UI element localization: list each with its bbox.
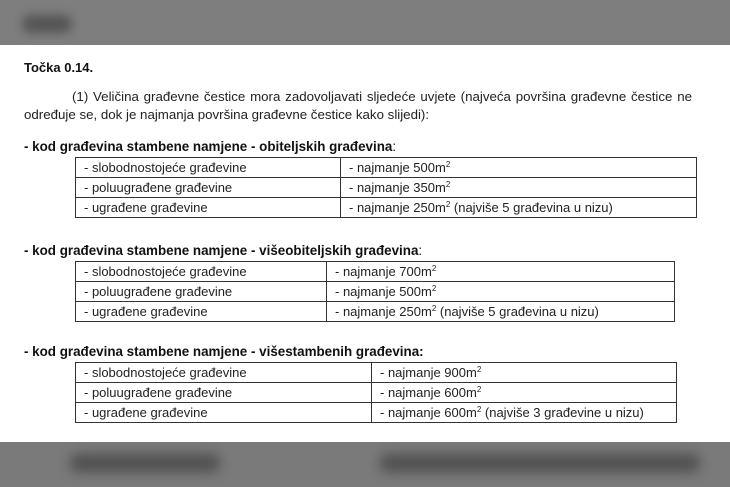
table-row	[76, 383, 677, 403]
superscript: 2	[445, 179, 451, 189]
requirements-table-visestambene	[75, 362, 677, 423]
min-area-note: (najviše 3 građevine u nizu)	[481, 404, 644, 420]
superscript: 2	[476, 404, 482, 414]
min-area-value: - najmanje 600m	[380, 384, 477, 400]
table-row	[76, 403, 677, 423]
blurred-top-band	[0, 0, 730, 45]
min-area-cell	[327, 302, 675, 322]
requirements-table-obiteljske	[75, 157, 697, 218]
blurred-footer-text	[70, 454, 220, 472]
building-type-cell: - poluugrađene građevine	[76, 383, 372, 403]
building-type-cell: - slobodnostojeće građevine	[76, 363, 372, 383]
superscript: 2	[431, 303, 437, 313]
document-page	[0, 45, 730, 442]
min-area-value: - najmanje 250m	[335, 303, 432, 319]
min-area-cell	[341, 198, 697, 218]
table-row	[76, 198, 697, 218]
section-title-colon: :	[418, 243, 423, 258]
blurred-footer-text	[380, 454, 700, 472]
min-area-cell	[372, 363, 677, 383]
min-area-cell	[341, 158, 697, 178]
superscript: 2	[445, 199, 451, 209]
table-row	[76, 363, 677, 383]
min-area-note: (najviše 5 građevina u nizu)	[436, 303, 599, 319]
building-type-cell: - ugrađene građevine	[76, 403, 372, 423]
min-area-value: - najmanje 250m	[349, 199, 446, 215]
min-area-value: - najmanje 350m	[349, 179, 446, 195]
superscript: 2	[445, 159, 451, 169]
min-area-cell	[327, 262, 675, 282]
section-title-obiteljske	[24, 139, 396, 154]
intro-paragraph: (1) Veličina građevne čestice mora zadovoljavati sljedeće uvjete (najveća površina građevne čestice ne određuje se, dok je najmanja površina građevne čestice kako slijedi):	[24, 89, 692, 122]
min-area-cell	[341, 178, 697, 198]
table-row	[76, 302, 675, 322]
min-area-cell	[372, 383, 677, 403]
table-row	[76, 282, 675, 302]
superscript: 2	[431, 263, 437, 273]
building-type-cell: - ugrađene građevine	[76, 198, 341, 218]
building-type-cell: - poluugrađene građevine	[76, 178, 341, 198]
section-title-text: - kod građevina stambene namjene - višestambenih građevina:	[24, 344, 424, 359]
section-heading: Točka 0.14.	[24, 60, 94, 75]
table-row	[76, 158, 697, 178]
building-type-cell: - poluugrađene građevine	[76, 282, 327, 302]
building-type-cell: - slobodnostojeće građevine	[76, 158, 341, 178]
blurred-header-text	[22, 15, 72, 33]
requirements-table-viseobiteljske	[75, 261, 675, 322]
min-area-value: - najmanje 500m	[335, 283, 432, 299]
section-title-colon: :	[392, 139, 397, 154]
section-title-viseobiteljske	[24, 243, 422, 258]
min-area-value: - najmanje 500m	[349, 159, 446, 175]
building-type-cell: - slobodnostojeće građevine	[76, 262, 327, 282]
min-area-note: (najviše 5 građevina u nizu)	[450, 199, 613, 215]
table-row	[76, 178, 697, 198]
section-title-visestambene	[24, 344, 424, 359]
superscript: 2	[476, 364, 482, 374]
min-area-cell	[372, 403, 677, 423]
min-area-value: - najmanje 900m	[380, 364, 477, 380]
min-area-value: - najmanje 600m	[380, 404, 477, 420]
min-area-cell	[327, 282, 675, 302]
blurred-bottom-band	[0, 442, 730, 487]
superscript: 2	[431, 283, 437, 293]
table-row	[76, 262, 675, 282]
section-title-text: - kod građevina stambene namjene - obiteljskih građevina	[24, 139, 393, 154]
building-type-cell: - ugrađene građevine	[76, 302, 327, 322]
superscript: 2	[476, 384, 482, 394]
min-area-value: - najmanje 700m	[335, 263, 432, 279]
section-title-text: - kod građevina stambene namjene - višeobiteljskih građevina	[24, 243, 419, 258]
